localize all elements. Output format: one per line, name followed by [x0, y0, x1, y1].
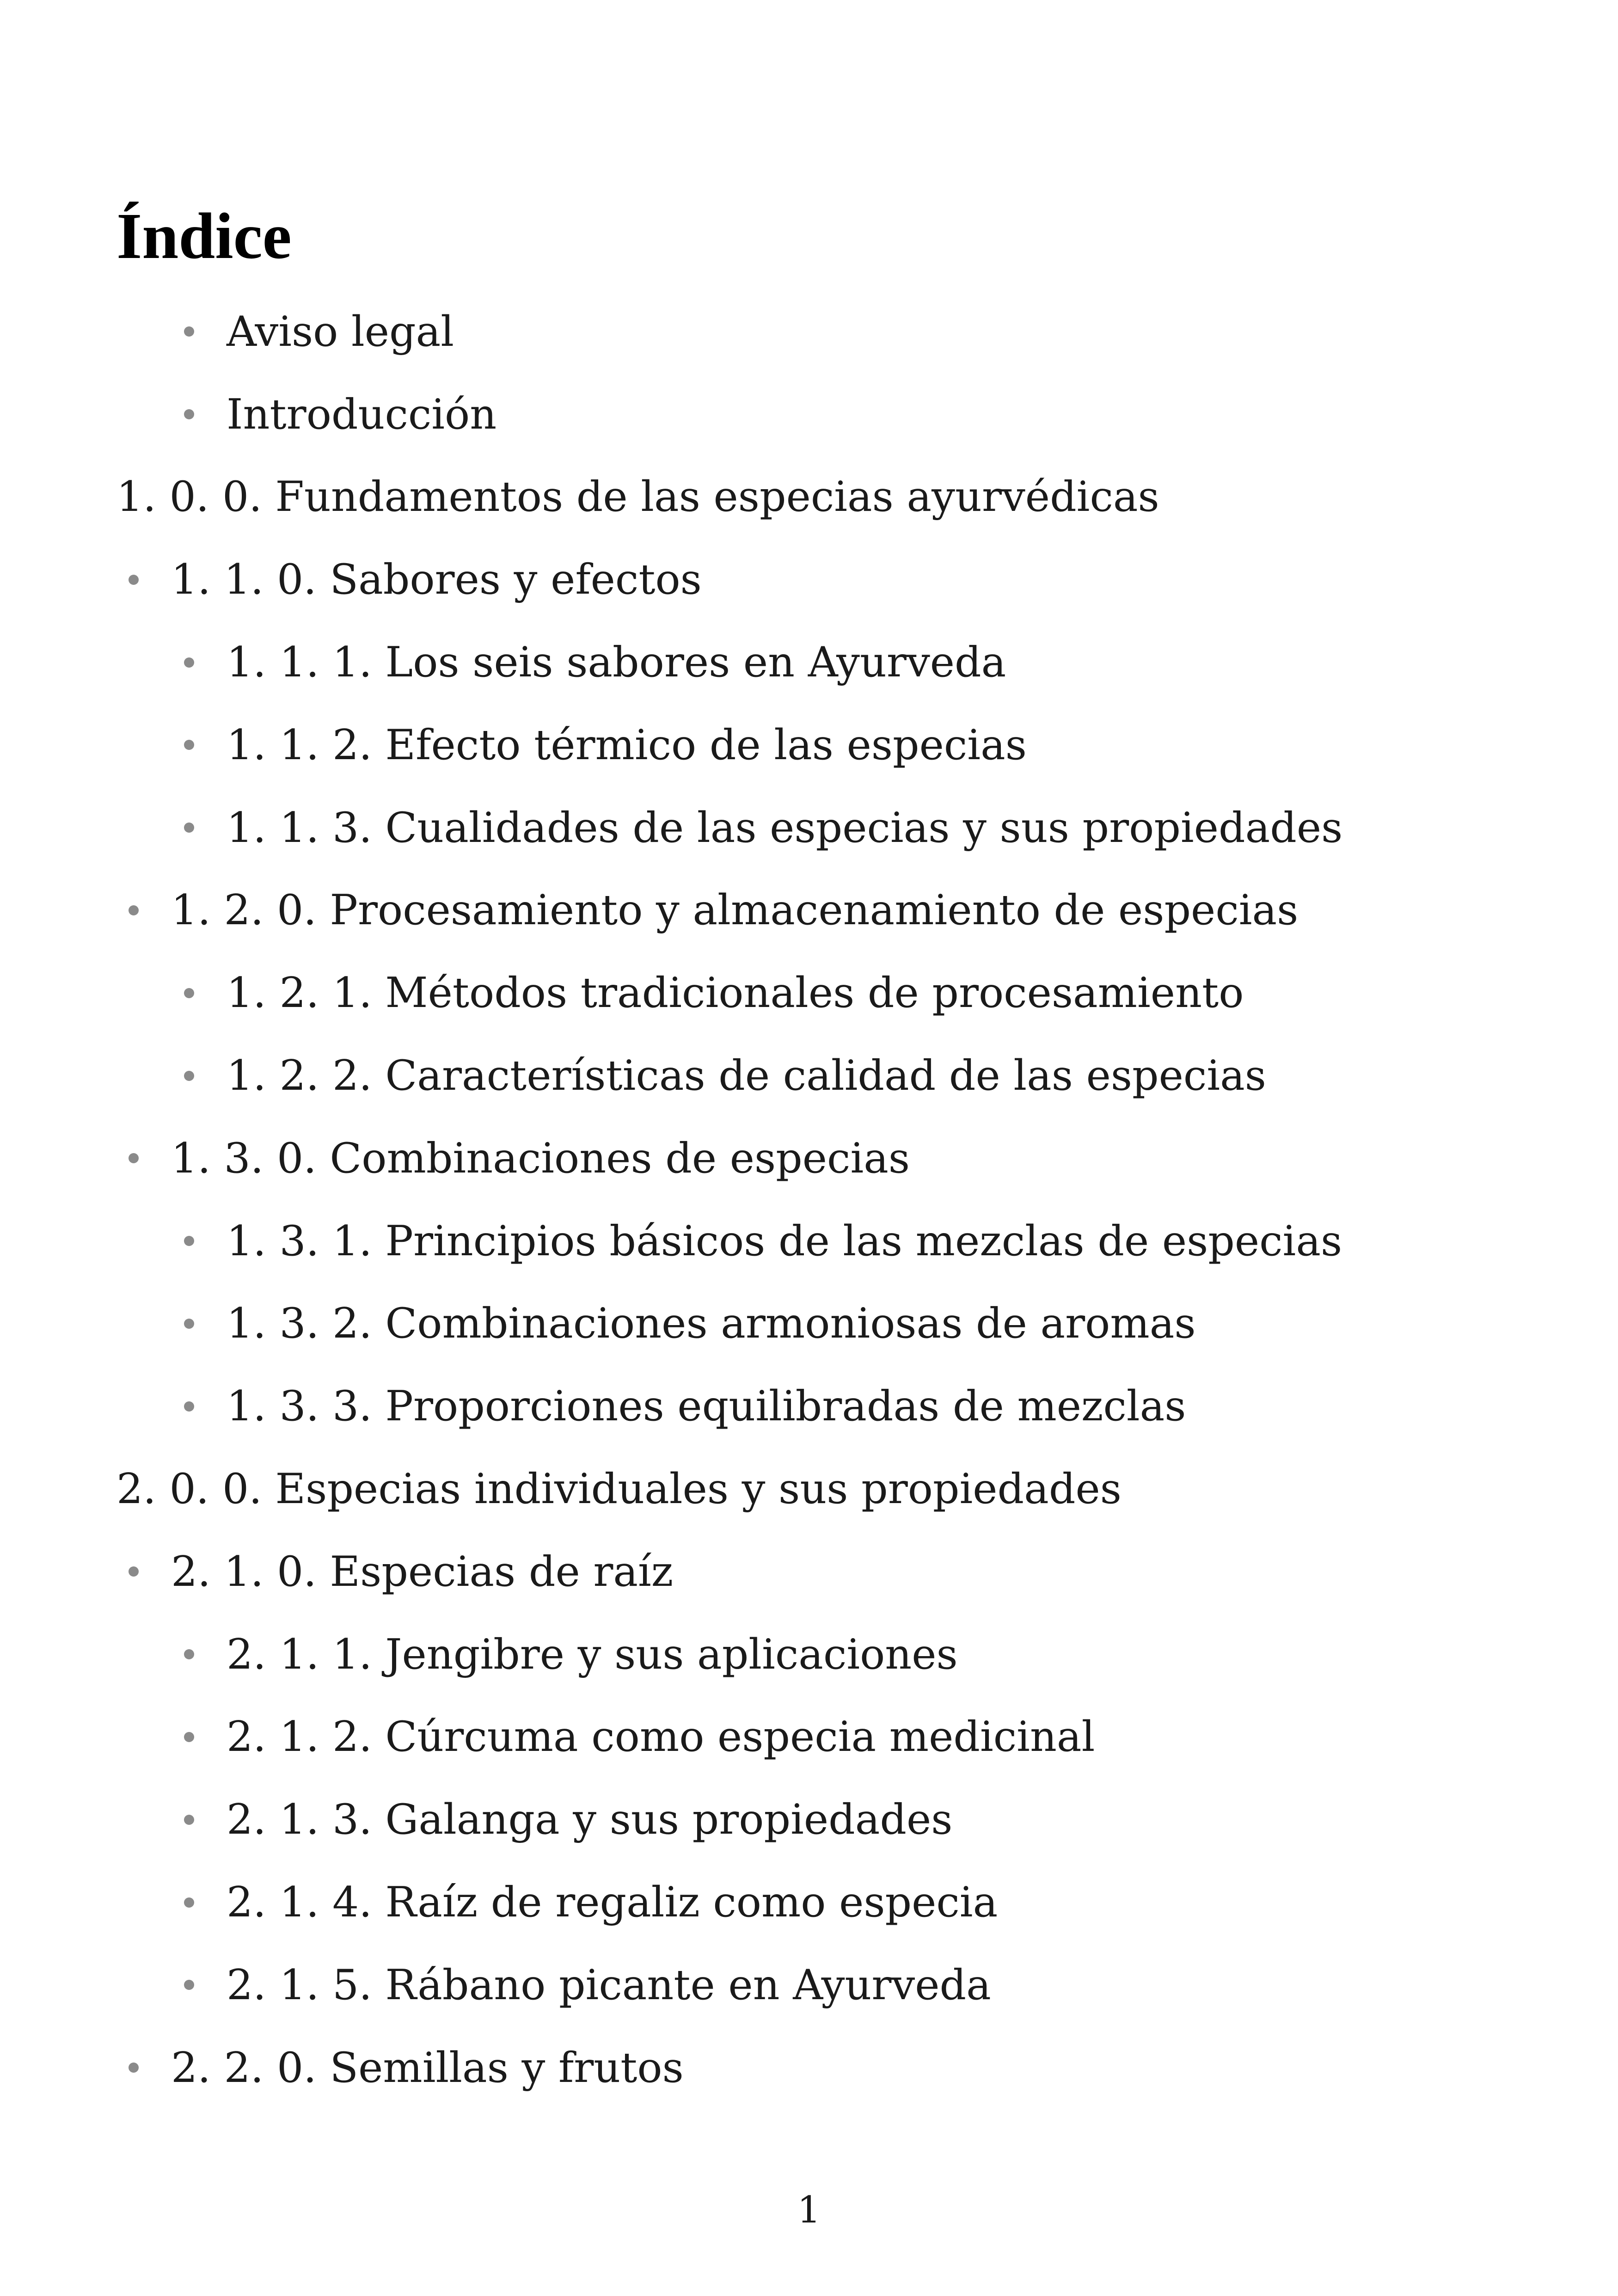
bullet-icon [129, 1566, 139, 1577]
toc-entry[interactable] [0, 538, 1618, 621]
toc-entry-label: 1. 1. 2. Efecto térmico de las especias [227, 720, 1027, 769]
toc-entry[interactable] [0, 786, 1618, 869]
bullet-icon [184, 409, 194, 419]
toc-entry[interactable] [0, 1365, 1618, 1448]
toc-entry[interactable] [0, 1448, 1618, 1530]
bullet-icon [184, 1401, 194, 1412]
bullet-icon [129, 575, 139, 585]
toc-entry-label: 1. 3. 1. Principios básicos de las mezclas de especias [227, 1216, 1342, 1265]
bullet-icon [129, 2063, 139, 2073]
toc-entry-label: 1. 1. 3. Cualidades de las especias y sus propiedades [227, 803, 1343, 852]
toc-entry-label: 1. 3. 3. Proporciones equilibradas de mezclas [227, 1382, 1186, 1431]
bullet-icon [184, 1236, 194, 1246]
toc-entry-label: 2. 1. 3. Galanga y sus propiedades [227, 1795, 953, 1844]
toc-entry[interactable] [0, 1944, 1618, 2026]
bullet-icon [184, 1815, 194, 1825]
bullet-icon [184, 740, 194, 750]
bullet-icon [129, 905, 139, 915]
toc-entry[interactable] [0, 2026, 1618, 2109]
bullet-icon [184, 326, 194, 337]
toc-entry[interactable] [0, 1613, 1618, 1696]
toc-entry[interactable] [0, 456, 1618, 539]
page-title: Índice [116, 199, 292, 272]
bullet-icon [184, 657, 194, 668]
toc-entry-label: Aviso legal [227, 307, 454, 356]
toc-entry[interactable] [0, 1034, 1618, 1117]
bullet-icon [184, 823, 194, 833]
toc-entry-label: 2. 1. 0. Especias de raíz [171, 1547, 674, 1596]
toc-entry[interactable] [0, 952, 1618, 1034]
toc-entry-label: 2. 1. 2. Cúrcuma como especia medicinal [227, 1713, 1095, 1762]
toc-entry[interactable] [0, 1861, 1618, 1944]
toc-entry[interactable] [0, 869, 1618, 952]
toc-entry-label: 1. 1. 1. Los seis sabores en Ayurveda [227, 638, 1006, 687]
toc-entry[interactable] [0, 1778, 1618, 1861]
table-of-contents [0, 290, 1618, 2109]
toc-entry[interactable] [0, 1696, 1618, 1779]
toc-entry-label: 2. 1. 5. Rábano picante en Ayurveda [227, 1960, 991, 2009]
bullet-icon [184, 1319, 194, 1329]
toc-entry[interactable] [0, 621, 1618, 704]
toc-entry[interactable] [0, 1117, 1618, 1200]
toc-entry[interactable] [0, 1530, 1618, 1613]
toc-entry-label: 2. 1. 4. Raíz de regaliz como especia [227, 1878, 998, 1927]
toc-entry-label: 1. 3. 2. Combinaciones armoniosas de aromas [227, 1299, 1196, 1348]
toc-entry[interactable] [0, 1200, 1618, 1283]
toc-entry-label: 1. 2. 0. Procesamiento y almacenamiento de especias [171, 886, 1299, 935]
bullet-icon [184, 1732, 194, 1742]
toc-entry[interactable] [0, 1283, 1618, 1365]
toc-entry-label: 1. 2. 2. Características de calidad de las especias [227, 1051, 1266, 1100]
bullet-icon [184, 988, 194, 998]
toc-entry-label: Introducción [227, 390, 497, 439]
bullet-icon [184, 1980, 194, 1990]
toc-entry[interactable] [0, 290, 1618, 373]
toc-entry-label: 1. 1. 0. Sabores y efectos [171, 555, 702, 604]
bullet-icon [184, 1649, 194, 1659]
bullet-icon [184, 1897, 194, 1908]
page-number: 1 [797, 2188, 821, 2231]
toc-entry[interactable] [0, 704, 1618, 786]
toc-entry-label: 2. 2. 0. Semillas y frutos [171, 2043, 684, 2092]
toc-entry-label: 2. 1. 1. Jengibre y sus aplicaciones [227, 1630, 958, 1679]
toc-entry-label: 1. 0. 0. Fundamentos de las especias ayurvédicas [116, 473, 1159, 522]
bullet-icon [129, 1153, 139, 1163]
toc-entry-label: 1. 2. 1. Métodos tradicionales de procesamiento [227, 969, 1244, 1018]
toc-entry-label: 1. 3. 0. Combinaciones de especias [171, 1134, 910, 1183]
toc-entry-label: 2. 0. 0. Especias individuales y sus propiedades [116, 1465, 1122, 1514]
bullet-icon [184, 1071, 194, 1081]
toc-entry[interactable] [0, 373, 1618, 456]
